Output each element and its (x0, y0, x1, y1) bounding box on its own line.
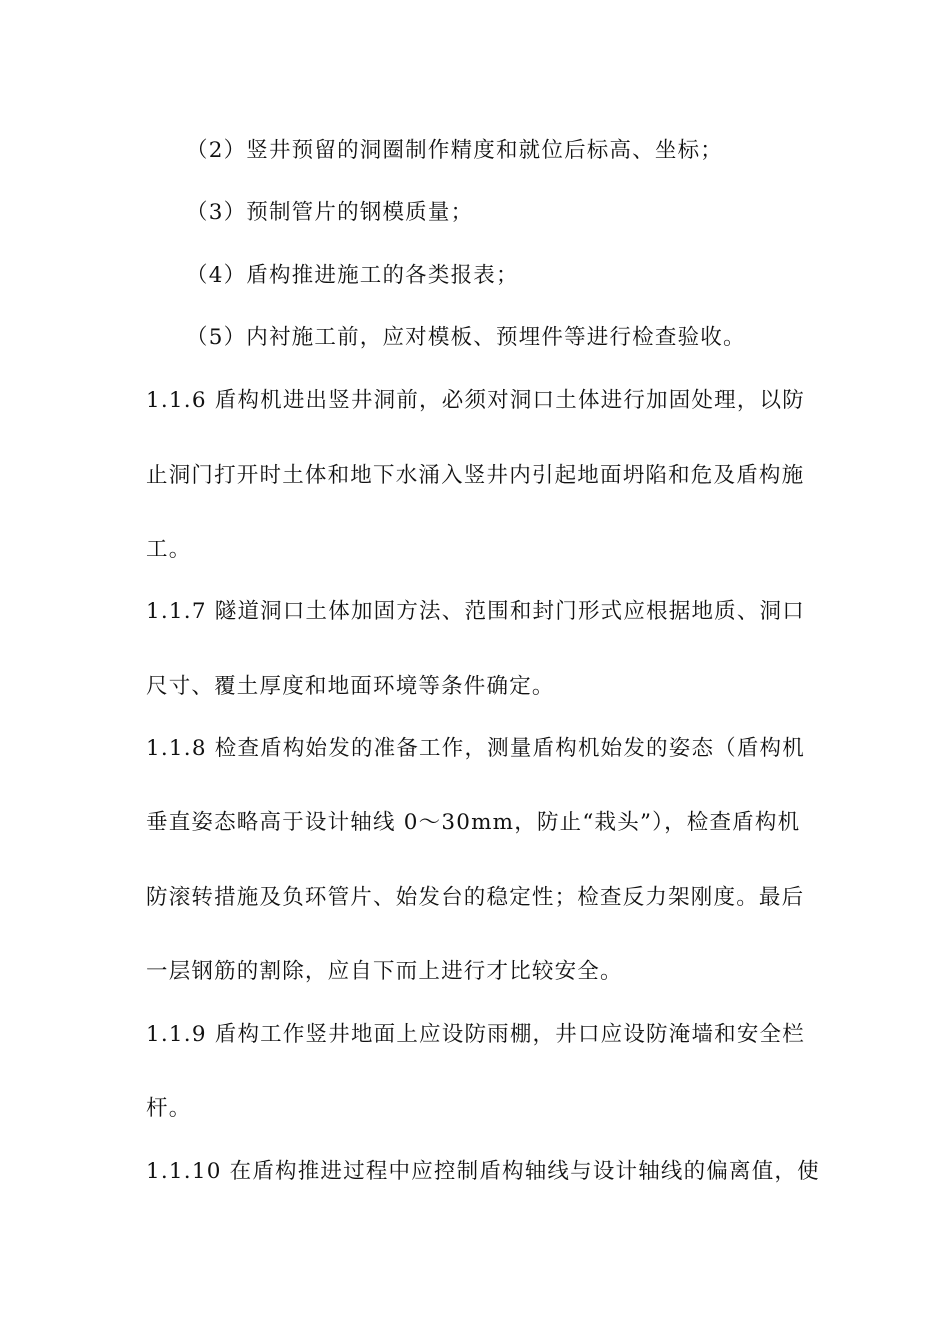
clause-1-1-7-line-1: 1.1.7 隧道洞口土体加固方法、范围和封门形式应根据地质、洞口 (146, 599, 805, 624)
clause-1-1-6-line-3: 工。 (146, 537, 192, 562)
clause-1-1-10-line-1: 1.1.10 在盾构推进过程中应控制盾构轴线与设计轴线的偏离值，使 (146, 1159, 820, 1184)
clause-1-1-6-line-2: 止洞门打开时土体和地下水涌入竖井内引起地面坍陷和危及盾构施 (146, 463, 805, 488)
clause-1-1-6-line-1: 1.1.6 盾构机进出竖井洞前，必须对洞口土体进行加固处理，以防 (146, 388, 805, 413)
clause-1-1-8-line-1: 1.1.8 检查盾构始发的准备工作，测量盾构机始发的姿态（盾构机 (146, 736, 805, 761)
clause-1-1-8-line-3: 防滚转措施及负环管片、始发台的稳定性；检查反力架刚度。最后 (146, 885, 805, 910)
list-item-3: （3）预制管片的钢模质量； (186, 200, 474, 225)
clause-1-1-7-line-2: 尺寸、覆土厚度和地面环境等条件确定。 (146, 674, 555, 699)
clause-1-1-8-line-2: 垂直姿态略高于设计轴线 0～30mm，防止“栽头”），检查盾构机 (146, 810, 801, 835)
list-item-2: （2）竖井预留的洞圈制作精度和就位后标高、坐标； (186, 138, 723, 163)
clause-1-1-9-line-1: 1.1.9 盾构工作竖井地面上应设防雨棚，井口应设防淹墙和安全栏 (146, 1022, 805, 1047)
list-item-4: （4）盾构推进施工的各类报表； (186, 263, 519, 288)
clause-1-1-9-line-2: 杆。 (146, 1096, 192, 1121)
clause-1-1-8-line-4: 一层钢筋的割除，应自下而上进行才比较安全。 (146, 959, 623, 984)
list-item-5: （5）内衬施工前，应对模板、预埋件等进行检查验收。 (186, 325, 746, 350)
